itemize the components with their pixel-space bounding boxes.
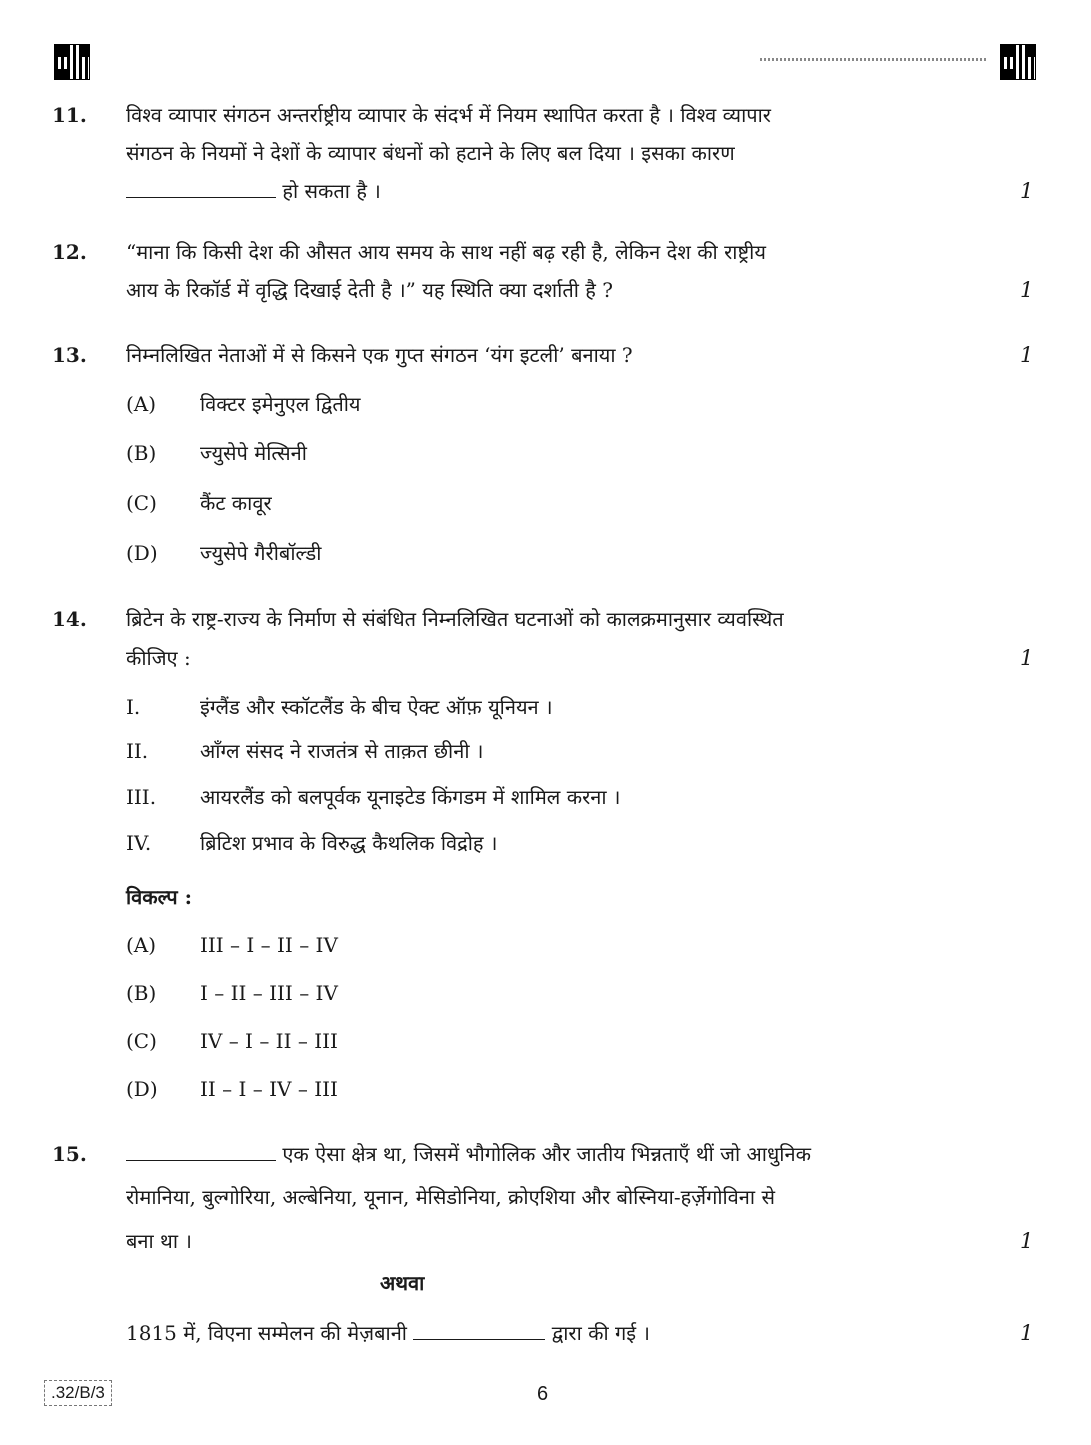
marks: 1 bbox=[1020, 646, 1034, 670]
option-label: (C) bbox=[126, 1029, 157, 1053]
question-number: 14. bbox=[52, 607, 87, 631]
option-text: विक्टर इमेनुएल द्वितीय bbox=[200, 392, 361, 416]
option-label: (D) bbox=[126, 1077, 158, 1101]
question-text-line: संगठन के नियमों ने देशों के व्यापार बंधनों को हटाने के लिए बल दिया । इसका कारण bbox=[126, 141, 735, 165]
answer-blank bbox=[126, 179, 276, 198]
marks: 1 bbox=[1020, 179, 1034, 203]
question-number: 15. bbox=[52, 1142, 87, 1166]
option-label: (A) bbox=[126, 392, 157, 416]
answer-blank bbox=[126, 1142, 276, 1161]
answer-blank bbox=[413, 1321, 545, 1340]
event-label: I. bbox=[126, 695, 141, 719]
question-text-tail: एक ऐसा क्षेत्र था, जिसमें भौगोलिक और जातीय भिन्नताएँ थीं जो आधुनिक bbox=[282, 1142, 811, 1166]
event-label: IV. bbox=[126, 831, 152, 855]
options-heading: विकल्प : bbox=[126, 885, 192, 909]
qr-code-left-icon bbox=[54, 44, 90, 80]
option-label: (B) bbox=[126, 981, 157, 1005]
event-label: II. bbox=[126, 739, 149, 763]
footer-code: .32/B/3 bbox=[44, 1380, 112, 1406]
event-label: III. bbox=[126, 785, 157, 809]
marks: 1 bbox=[1020, 1229, 1034, 1253]
option-text: IV – I – II – III bbox=[200, 1029, 338, 1053]
question-text-line: “माना कि किसी देश की औसत आय समय के साथ नहीं बढ़ रही है, लेकिन देश की राष्ट्रीय bbox=[126, 240, 766, 264]
question-text-line: निम्नलिखित नेताओं में से किसने एक गुप्त संगठन ‘यंग इटली’ बनाया ? bbox=[126, 343, 633, 367]
question-text-tail: हो सकता है । bbox=[282, 179, 381, 203]
question-number: 13. bbox=[52, 343, 87, 367]
alt-text-pre: 1815 में, विएना सम्मेलन की मेज़बानी bbox=[126, 1321, 407, 1345]
option-text: I – II – III – IV bbox=[200, 981, 338, 1005]
option-label: (C) bbox=[126, 491, 157, 515]
or-label: अथवा bbox=[380, 1271, 425, 1295]
alternative-question bbox=[126, 1312, 978, 1354]
question-number: 11. bbox=[52, 103, 87, 127]
marks: 1 bbox=[1020, 1321, 1034, 1345]
option-text: कैंट कावूर bbox=[200, 491, 272, 515]
option-label: (B) bbox=[126, 441, 157, 465]
question-number: 12. bbox=[52, 240, 87, 264]
question-text-line bbox=[126, 1133, 978, 1175]
question-text-line bbox=[126, 170, 978, 212]
option-text: II – I – IV – III bbox=[200, 1077, 338, 1101]
event-text: इंग्लैंड और स्कॉटलैंड के बीच ऐक्ट ऑफ़ यूनियन । bbox=[200, 695, 553, 719]
option-label: (A) bbox=[126, 933, 157, 957]
marks: 1 bbox=[1020, 278, 1034, 302]
option-label: (D) bbox=[126, 541, 158, 565]
security-microtext-line bbox=[760, 58, 986, 61]
event-text: ब्रिटिश प्रभाव के विरुद्ध कैथलिक विद्रोह । bbox=[200, 831, 498, 855]
question-text-line: बना था । bbox=[126, 1229, 192, 1253]
page-number: 6 bbox=[537, 1383, 549, 1405]
question-text-line: विश्व व्यापार संगठन अन्तर्राष्ट्रीय व्यापार के संदर्भ में नियम स्थापित करता है । विश्व व्यापार bbox=[126, 103, 771, 127]
option-text: ज्युसेपे मेत्सिनी bbox=[200, 441, 307, 465]
marks: 1 bbox=[1020, 343, 1034, 367]
option-text: ज्युसेपे गैरीबॉल्डी bbox=[200, 541, 322, 565]
option-text: III – I – II – IV bbox=[200, 933, 338, 957]
question-text-line: ब्रिटेन के राष्ट्र-राज्य के निर्माण से संबंधित निम्नलिखित घटनाओं को कालक्रमानुसार व्यवस्थित bbox=[126, 607, 784, 631]
question-text-line: आय के रिकॉर्ड में वृद्धि दिखाई देती है ।” यह स्थिति क्या दर्शाती है ? bbox=[126, 278, 613, 302]
event-text: आयरलैंड को बलपूर्वक यूनाइटेड किंगडम में शामिल करना । bbox=[200, 785, 621, 809]
alt-text-post: द्वारा की गई । bbox=[551, 1321, 651, 1345]
question-text-line: रोमानिया, बुल्गोरिया, अल्बेनिया, यूनान, मेसिडोनिया, क्रोएशिया और बोस्निया-हर्ज़ेगोविना से bbox=[126, 1185, 775, 1209]
question-text-line: कीजिए : bbox=[126, 646, 191, 670]
qr-code-right-icon bbox=[1000, 44, 1036, 80]
event-text: आँग्ल संसद ने राजतंत्र से ताक़त छीनी । bbox=[200, 739, 484, 763]
